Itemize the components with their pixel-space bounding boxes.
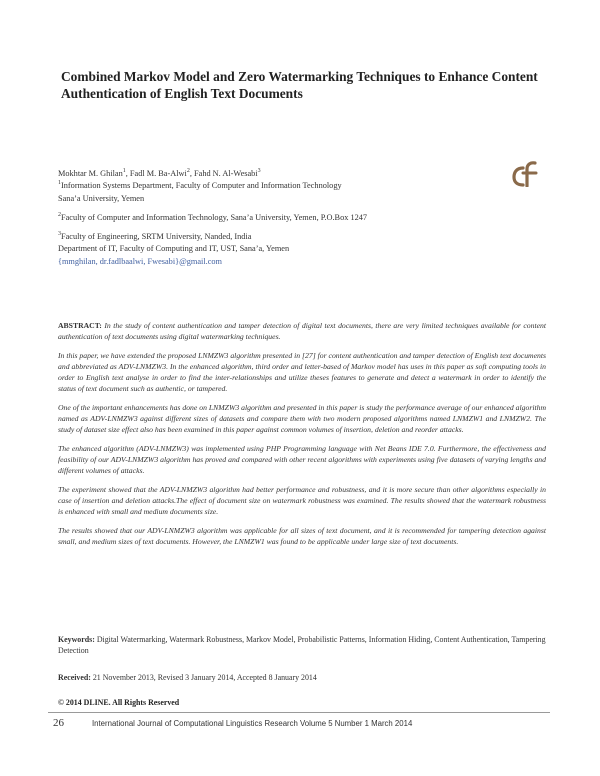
aff-1-sup: 1: [58, 180, 61, 187]
received-text: 21 November 2013, Revised 3 January 2014, Accepted 8 January 2014: [92, 673, 317, 682]
affiliation-1-line-2: Sana’a University, Yemen: [58, 193, 145, 203]
page-footer: [48, 716, 550, 732]
affiliation-1: [58, 180, 478, 192]
author-2-sup: 2: [186, 168, 190, 175]
aff-2-sup: 2: [58, 212, 61, 219]
author-sep: ,: [125, 169, 130, 178]
author-3-sup: 3: [257, 168, 261, 175]
author-sep: ,: [189, 169, 195, 178]
title-line-1: Combined Markov Model and Zero Watermarking Techniques to Enhance Content: [61, 69, 538, 84]
journal-citation: International Journal of Computational Linguistics Research Volume 5 Number 1 March 2014: [92, 719, 413, 728]
author-names: [58, 168, 478, 180]
keywords-text: Digital Watermarking, Watermark Robustness, Markov Model, Probabilistic Patterns, Information Hiding, Content Authentication, Tampering Detection: [58, 635, 546, 656]
affiliation-3-line-2: Department of IT, Faculty of Computing and IT, UST, Sana’a, Yemen: [58, 244, 290, 254]
author-1-sup: 1: [122, 168, 126, 175]
affiliation-3: [58, 231, 478, 243]
abstract-para-5: The experiment showed that the ADV-LNMZW3 algorithm had better performance and robustness, and it is more secure than other algorithms especially in case of insertion and deletion attacks.The effect of document size on watermark robustness was examined. The results showed that the watermark robustness is enhanced with small and medium documents size.: [58, 485, 546, 516]
affiliation-2: [58, 212, 478, 224]
author-block: [58, 168, 478, 268]
abstract-para-6: The results showed that our ADV-LNMZW3 algorithm was applicable for all sizes of text document, and it is recommended for tampering detection against small, and medium sizes of text documents. However, the LNMZW1 was found to be applicable under large size of text documents.: [58, 526, 546, 546]
abstract-para-1: [58, 320, 546, 342]
keywords-label: Keywords:: [58, 635, 95, 644]
abstract-para-3: One of the important enhancements has done on LNMZW3 algorithm and presented in this paper is study the performance average of our enhanced algorithm named as ADV-LNMZW3 against different sizes of datasets and compare them with two modern proposed algorithms named LNMZW1 and LNMZW2. The study of dataset size effect also has been examined in this paper against common volumes of insertion, deletion and reorder attacks.: [58, 403, 546, 434]
footer-divider: [48, 712, 550, 713]
author-2: Fadl M. Ba-Alwi: [129, 169, 187, 178]
abstract-p1-text: In the study of content authentication and tamper detection of digital text documents, there are very limited techniques available for content authentication of text documents using digital watermarking techniques.: [58, 321, 547, 341]
aff-3-line-1: Faculty of Engineering, SRTM University, Nanded, India: [61, 232, 252, 242]
aff-2-line-1: Faculty of Computer and Information Technology, Sana’a University, Yemen, P.O.Box 1247: [61, 212, 368, 222]
abstract-para-2: In this paper, we have extended the proposed LNMZW3 algorithm presented in [27] for content authentication and tamper detection of English text documents and abbreviated as ADV-LNMZW3. In the enhanced algorithm, third order and letter-based of Markov model has uses in this paper as soft computing tools in order to English text analyse in order to find the inter-relationships and utilize theses features to generate and detect a watermark in order to identify the status of text document such as authentic, or tampered.: [58, 351, 546, 393]
copyright: © 2014 DLINE. All Rights Reserved: [58, 698, 180, 707]
journal-logo-icon: [512, 159, 538, 187]
author-3: Fahd N. Al-Wesabi: [194, 169, 258, 178]
keywords: [58, 634, 546, 657]
received-dates: [58, 673, 546, 682]
abstract-para-4: The enhanced algorithm (ADV-LNMZW3) was implemented using PHP Programming language with Net Beans IDE 7.0. Furthermore, the effectiveness and feasibility of our ADV-LNMZW3 algorithm has proved and compared with other recent algorithms with experiments using five datasets of varying lengths and different volumes of attacks.: [58, 444, 546, 475]
title-line-2: Authentication of English Text Documents: [61, 86, 303, 101]
aff-3-sup: 3: [58, 231, 61, 238]
abstract: [58, 320, 546, 555]
page-number: 26: [53, 717, 64, 729]
abstract-label: ABSTRACT:: [58, 321, 102, 330]
paper-title: [61, 68, 551, 102]
author-emails[interactable]: {mmghilan, dr.fadlbaalwi, Fwesabi}@gmail.com: [58, 256, 222, 266]
received-label: Received:: [58, 673, 91, 682]
aff-1-line-1: Information Systems Department, Faculty of Computer and Information Technology: [61, 181, 342, 191]
author-1: Mokhtar M. Ghilan: [58, 169, 123, 178]
